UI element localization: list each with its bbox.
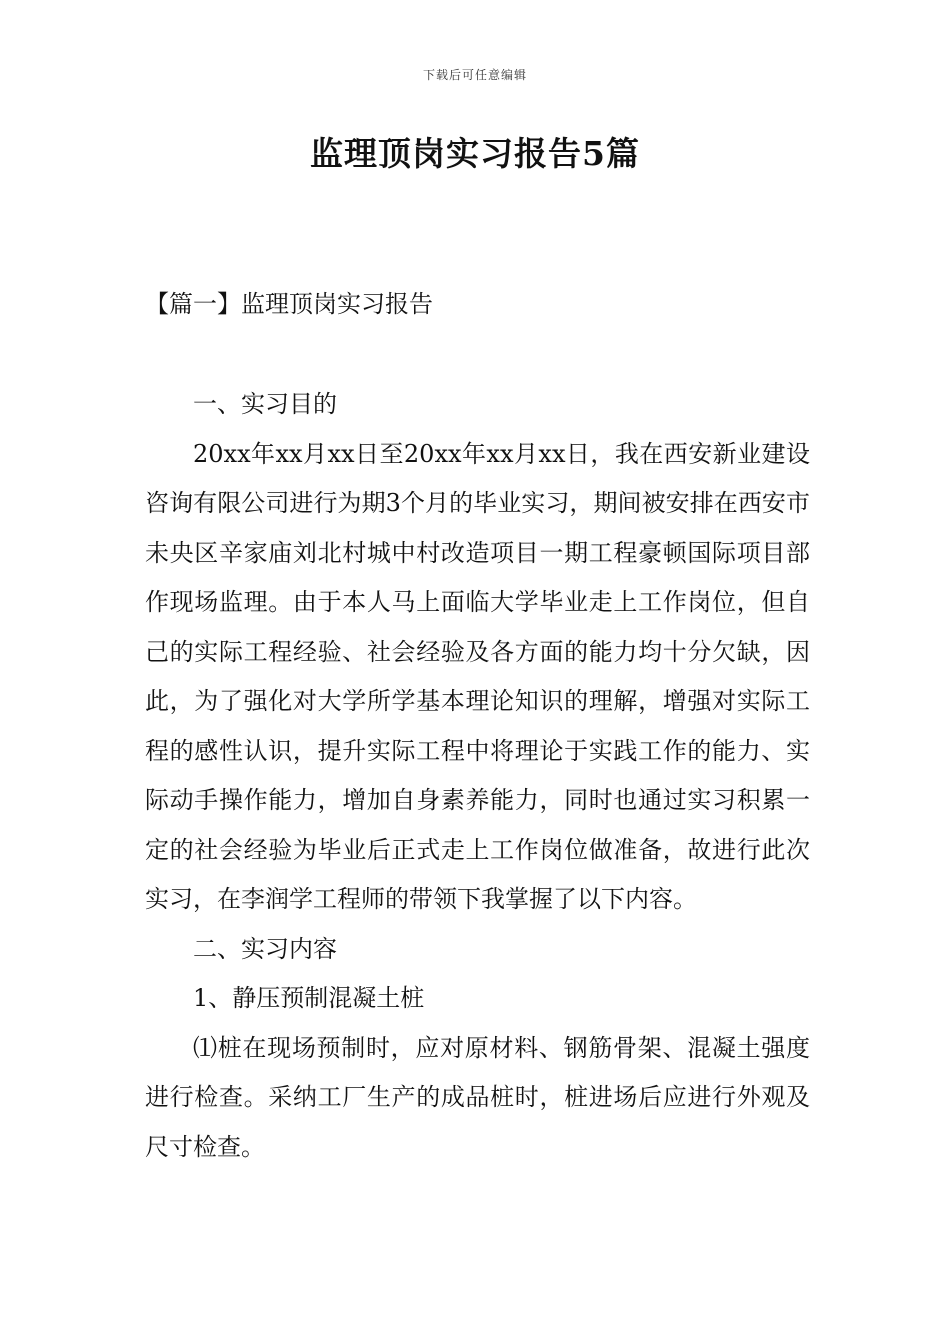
heading-purpose: 一、实习目的	[193, 390, 337, 418]
paragraph-purpose: 20xx年xx月xx日至20xx年xx月xx日，我在西安新业建设咨询有限公司进行为期3个月的毕业实习，期间被安排在西安市未央区辛家庙刘北村城中村改造项目一期工程豪顿国际项目部作现场监理。由于本人马上面临大学毕业走上工作岗位，但自己的实际工程经验、社会经验及各方面的能力均十分欠缺，因此，为了强化对大学所学基本理论知识的理解，增强对实际工程的感性认识，提升实际工程中将理论于实践工作的能力、实际动手操作能力，增加自身素养能力，同时也通过实习积累一定的社会经验为毕业后正式走上工作岗位做准备，故进行此次实习，在李润学工程师的带领下我掌握了以下内容。	[145, 439, 810, 913]
header-note: 下载后可任意编辑	[422, 68, 527, 82]
paragraph-pile-inspection: ⑴桩在现场预制时，应对原材料、钢筋骨架、混凝土强度进行检查。采纳工厂生产的成品桩时，桩进场后应进行外观及尺寸检查。	[145, 1033, 810, 1161]
heading-content: 二、实习内容	[193, 934, 337, 963]
document-title: 监理顶岗实习报告5篇	[310, 134, 640, 173]
body-text	[145, 380, 810, 1172]
section-heading: 【篇一】监理顶岗实习报告	[145, 290, 433, 318]
subheading-pile: 1、静压预制混凝土桩	[193, 984, 425, 1012]
